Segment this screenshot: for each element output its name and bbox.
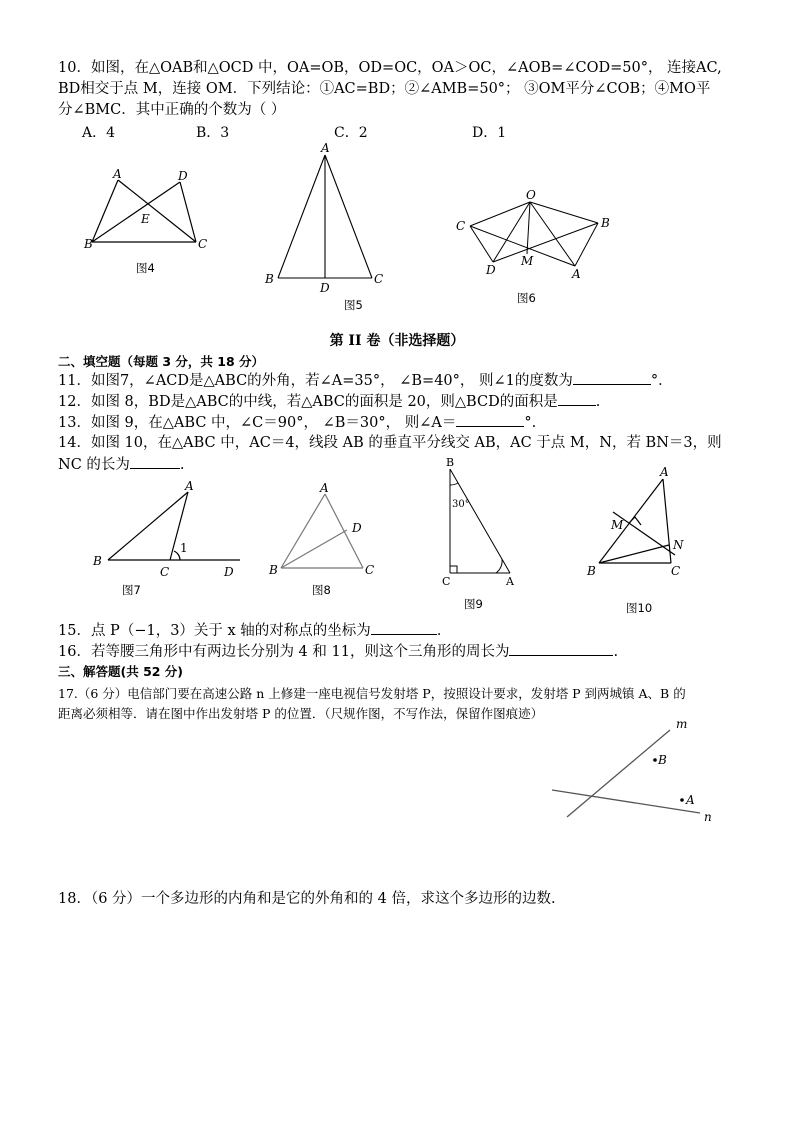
q10-option-c: C．2 [334, 125, 368, 141]
f10-label-a: A [660, 465, 669, 479]
f6-label-o: O [526, 188, 536, 202]
q10-option-b: B．3 [196, 125, 230, 141]
figure-9 [440, 455, 530, 590]
q15-text: 15．点 P（−1，3）关于 x 轴的对称点的坐标为 ． [58, 620, 451, 641]
q12-text: 12．如图 8，BD是△ABC的中线，若△ABC的面积是 20，则△BCD的面积是 . [58, 391, 600, 412]
figure-7 [90, 480, 250, 580]
f4-label-a: A [113, 167, 122, 181]
f7-label-c: C [160, 565, 170, 579]
figure-6 [450, 190, 620, 280]
q14-line1: 14．如图 10，在△ABC 中，AC＝4，线段 AB 的垂直平分线交 AB，AC 于点 M，N，若 BN＝3，则 [58, 435, 722, 451]
figure-10 [585, 465, 695, 585]
figure-5 [260, 140, 390, 300]
part2-section-title: 二、填空题（每题 3 分，共 18 分） [58, 354, 265, 369]
f10-label-c: C [671, 564, 681, 578]
f4-label-e: E [141, 212, 150, 226]
f6-label-c: C [456, 219, 466, 233]
f6-label-b: B [601, 216, 610, 230]
f5-label-c: C [374, 272, 384, 286]
fig4-caption: 图4 [136, 261, 155, 275]
q17-line2: 距离必须相等．请在图中作出发射塔 P 的位置．（尺规作图，不写作法，保留作图痕迹） [58, 706, 544, 721]
fig6-caption: 图6 [517, 291, 536, 305]
f6-label-a: A [572, 267, 581, 281]
fig5-caption: 图5 [344, 298, 363, 312]
f5-label-b: B [265, 272, 274, 286]
q17-label-m: m [676, 717, 688, 731]
f8-label-d: D [352, 521, 362, 535]
q10-option-a: A．4 [82, 125, 116, 141]
f10-label-b: B [587, 564, 596, 578]
fig10-caption: 图10 [626, 601, 653, 615]
q13-text: 13．如图 9，在△ABC 中，∠C＝90°， ∠B＝30°， 则∠A＝ °. [58, 412, 536, 433]
f5-label-d: D [320, 281, 330, 295]
f9-label-30: 30° [452, 499, 470, 510]
f5-label-a: A [321, 141, 330, 155]
figure-q17 [545, 715, 725, 825]
fig8-caption: 图8 [312, 583, 331, 597]
f9-label-a: A [506, 575, 514, 588]
q17-line1: 17.（6 分）电信部门要在高速公路 n 上修建一座电视信号发射塔 P，按照设计要求，发射塔 P 到两城镇 A、B 的 [58, 686, 686, 701]
fig9-caption: 图9 [464, 597, 483, 611]
q14-line2: NC 的长为 . [58, 454, 185, 475]
f4-label-c: C [198, 237, 208, 251]
f6-label-m: M [521, 254, 534, 268]
f7-label-d: D [224, 565, 234, 579]
f6-label-d: D [486, 263, 496, 277]
f10-label-m: M [611, 518, 624, 532]
q17-label-b: B [658, 753, 667, 767]
q11-text: 11．如图7，∠ACD是△ABC的外角，若∠A=35°， ∠B=40°， 则∠1的度数为 °． [58, 370, 673, 391]
f4-label-b: B [84, 237, 93, 251]
f7-label-a: A [185, 479, 194, 493]
f8-label-c: C [365, 563, 375, 577]
fig7-caption: 图7 [122, 583, 141, 597]
q10-line3: 分∠BMC．其中正确的个数为（ ） [58, 102, 286, 118]
f7-label-b: B [93, 554, 102, 568]
f7-label-angle1: 1 [180, 541, 188, 555]
f9-label-b: B [446, 456, 455, 469]
q17-label-a: A [686, 793, 695, 807]
q10-line1: 10．如图，在△OAB和△OCD 中，OA=OB，OD=OC，OA＞OC，∠AOB=∠COD=50°， 连接AC, [58, 60, 722, 76]
f8-label-a: A [320, 481, 329, 495]
q16-text: 16．若等腰三角形中有两边长分别为 4 和 11，则这个三角形的周长为 . [58, 641, 618, 662]
q10-line2: BD相交于点 M，连接 OM．下列结论：①AC=BD；②∠AMB=50°； ③OM平分∠COB；④MO平 [58, 81, 711, 97]
f8-label-b: B [269, 563, 278, 577]
q18-text: 18．（6 分）一个多边形的内角和是它的外角和的 4 倍，求这个多边形的边数. [58, 891, 556, 907]
q17-label-n: n [704, 810, 712, 824]
figure-4 [80, 168, 220, 258]
part2-heading: 第 II 卷（非选择题） [329, 333, 465, 349]
part3-section-title: 三、解答题(共 52 分) [58, 664, 184, 679]
q10-option-d: D．1 [472, 125, 507, 141]
f10-label-n: N [673, 538, 684, 552]
f9-label-c: C [442, 575, 451, 588]
figure-8 [265, 480, 385, 580]
f4-label-d: D [178, 169, 188, 183]
